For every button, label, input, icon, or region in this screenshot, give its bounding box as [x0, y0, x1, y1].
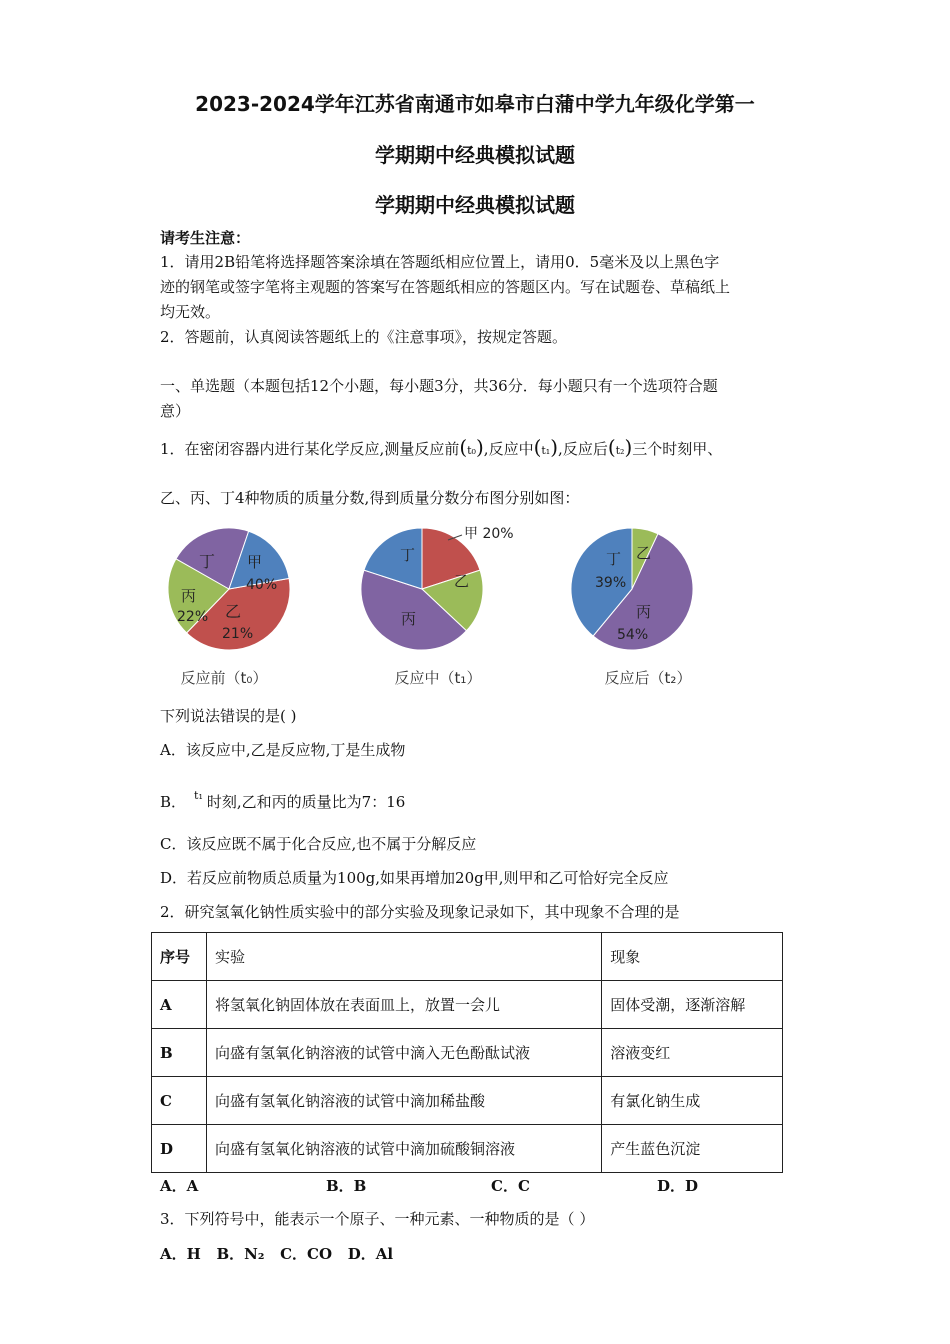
table-row — [152, 981, 783, 1029]
q2-table — [151, 932, 783, 1173]
pie-charts — [150, 518, 730, 668]
q1-stem-line-1 — [160, 432, 722, 466]
pie-before-label-yi: 乙 — [225, 602, 242, 621]
pie-before-label-bing-pct: 22% — [177, 609, 209, 625]
t0-symbol: (t₀) — [459, 435, 484, 459]
t1-symbol: (t₁) — [533, 435, 559, 459]
table-header-cell: 序号 — [152, 933, 207, 981]
table-row — [152, 1125, 783, 1173]
table-header-cell: 现象 — [602, 933, 783, 981]
q1-option-d: D．若反应前物质总质量为100g,如果再增加20g甲,则甲和乙可恰好完全反应 — [160, 869, 669, 887]
q2-option-b: B．B — [326, 1177, 367, 1195]
table-cell: 向盛有氢氧化钠溶液的试管中滴加稀盐酸 — [206, 1077, 601, 1125]
table-cell: A — [152, 981, 207, 1029]
q1-option-c: C．该反应既不属于化合反应,也不属于分解反应 — [160, 835, 477, 853]
q1-option-a: A．该反应中,乙是反应物,丁是生成物 — [160, 741, 406, 759]
table-row — [152, 1029, 783, 1077]
table-cell: B — [152, 1029, 207, 1077]
q1-option-b-t1: t₁ — [194, 789, 203, 802]
t2-symbol: (t₂) — [607, 435, 633, 459]
table-cell: 向盛有氢氧化钠溶液的试管中滴加硫酸铜溶液 — [206, 1125, 601, 1173]
notice-heading: 请考生注意： — [160, 229, 251, 247]
q3-stem: 3．下列符号中，能表示一个原子、一种元素、一种物质的是（ ） — [160, 1210, 595, 1228]
pie-middle-label-yi: 乙 — [454, 572, 470, 590]
table-cell: 产生蓝色沉淀 — [602, 1125, 783, 1173]
q3-options: A．H B．N₂ C．CO D．Al — [160, 1245, 394, 1263]
table-cell: C — [152, 1077, 207, 1125]
q1-stem-c: ,反应后 — [558, 440, 608, 458]
pie-middle-caption: 反应中（t₁） — [394, 669, 482, 687]
table-cell: 向盛有氢氧化钠溶液的试管中滴入无色酚酞试液 — [206, 1029, 601, 1077]
pie-middle-label-jia: 甲 20% — [464, 526, 514, 542]
pie-before-label-yi-pct: 21% — [222, 626, 254, 642]
q2-option-a: A．A — [160, 1177, 199, 1195]
notice-item-1b: 迹的钢笔或签字笔将主观题的答案写在答题纸相应的答题区内。写在试题卷、草稿纸上 — [160, 278, 731, 296]
q1-option-b-prefix: B． — [160, 793, 187, 811]
doc-title-line-1: 2023-2024学年江苏省南通市如皋市白蒲中学九年级化学第一 — [195, 92, 755, 116]
q1-ask: 下列说法错误的是( ) — [160, 707, 297, 725]
table-cell: D — [152, 1125, 207, 1173]
table-cell: 将氢氧化钠固体放在表面皿上，放置一会儿 — [206, 981, 601, 1029]
pie-before-label-bing: 丙 — [181, 587, 197, 605]
q2-option-c: C．C — [491, 1177, 530, 1195]
notice-item-1a: 1．请用2B铅笔将选择题答案涂填在答题纸相应位置上，请用0．5毫米及以上黑色字 — [160, 253, 720, 271]
pie-before-label-jia-pct: 40% — [246, 577, 278, 593]
section-heading-line-2: 意） — [160, 402, 191, 420]
pie-after-label-ding-pct: 39% — [595, 575, 627, 591]
q2-option-d: D．D — [657, 1177, 699, 1195]
table-header-row — [152, 933, 783, 981]
pie-after-caption: 反应后（t₂） — [604, 669, 692, 687]
q1-option-b-rest: 时刻,乙和丙的质量比为7：16 — [206, 793, 406, 811]
pie-after-label-bing: 丙 — [636, 603, 652, 621]
pie-middle-label-bing: 丙 — [401, 610, 417, 628]
table-header-cell: 实验 — [206, 933, 601, 981]
q1-option-b — [160, 782, 405, 816]
q1-stem-b: ,反应中 — [483, 440, 534, 458]
notice-item-2: 2．答题前，认真阅读答题纸上的《注意事项》，按规定答题。 — [160, 328, 568, 346]
pie-before-caption: 反应前（t₀） — [180, 669, 268, 687]
pie-before-label-jia: 甲 — [247, 553, 263, 571]
section-heading-line-1: 一、单选题（本题包括12个小题，每小题3分，共36分．每小题只有一个选项符合题 — [160, 377, 718, 395]
table-row — [152, 1077, 783, 1125]
notice-item-1c: 均无效。 — [160, 303, 221, 321]
pie-middle-label-ding: 丁 — [400, 546, 416, 564]
table-cell: 固体受潮，逐渐溶解 — [602, 981, 783, 1029]
q2-stem: 2．研究氢氧化钠性质实验中的部分实验及现象记录如下，其中现象不合理的是 — [160, 903, 680, 921]
pie-after-label-yi: 乙 — [636, 544, 652, 562]
table-cell: 有氯化钠生成 — [602, 1077, 783, 1125]
table-cell: 溶液变红 — [602, 1029, 783, 1077]
doc-title-line-2: 学期期中经典模拟试题 — [375, 143, 575, 167]
q1-stem-d: 三个时刻甲、 — [632, 440, 723, 458]
doc-title-line-3: 学期期中经典模拟试题 — [375, 193, 575, 217]
q1-stem-a: 1．在密闭容器内进行某化学反应,测量反应前 — [160, 440, 460, 458]
pie-after-label-bing-pct: 54% — [617, 627, 649, 643]
pie-before-label-ding: 丁 — [199, 552, 216, 571]
pie-after-label-ding: 丁 — [606, 550, 622, 568]
q1-stem-line-2: 乙、丙、丁4种物质的质量分数,得到质量分数分布图分别如图： — [160, 489, 580, 507]
